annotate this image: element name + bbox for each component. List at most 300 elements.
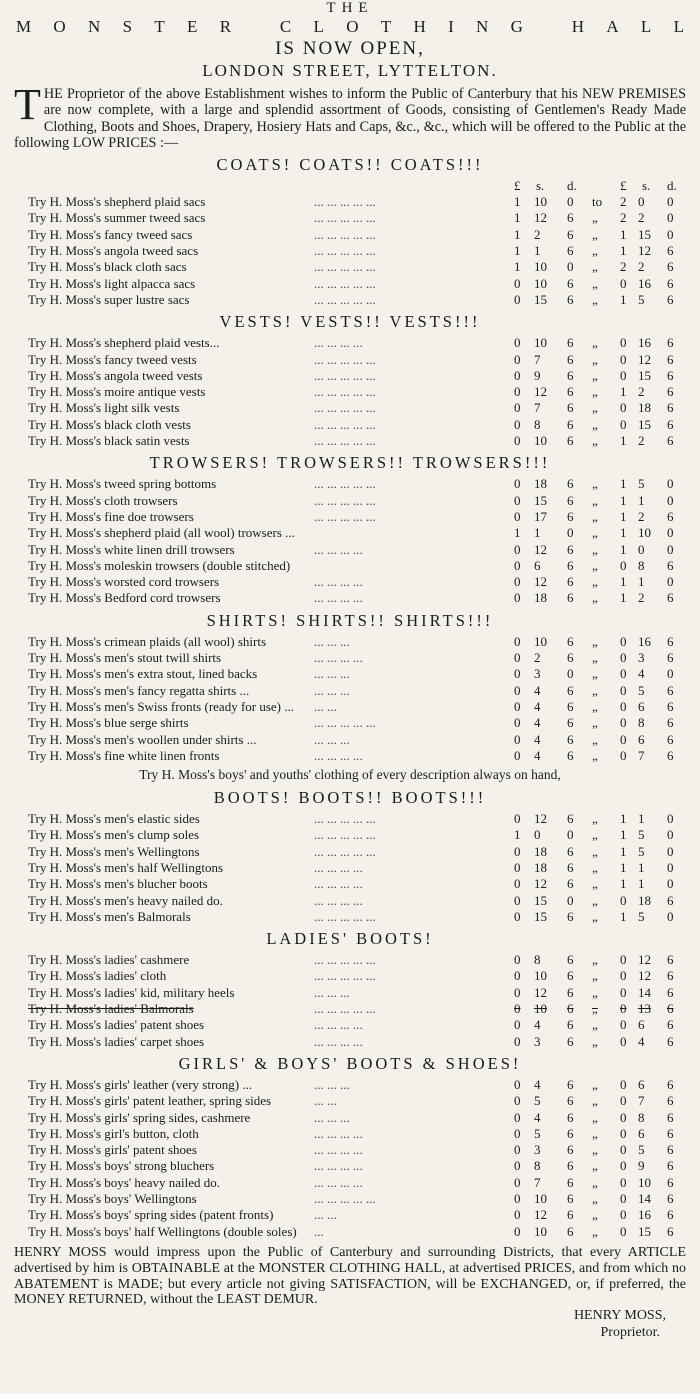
item-description: Try H. Moss's angola tweed sacs (28, 243, 199, 259)
leader-dots: ... ... ... (314, 633, 350, 649)
leader-dots: ... ... ... (314, 731, 350, 747)
price-to-pounds: 0 (620, 698, 627, 714)
price-row (14, 1001, 686, 1017)
price-to-pounds: 1 (620, 243, 627, 259)
price-separator: „ (592, 715, 598, 731)
price-separator: „ (592, 508, 598, 524)
leader-dots: ... ... ... ... (314, 892, 363, 908)
price-to-shillings: 14 (638, 1191, 651, 1207)
price-to-pounds: 0 (620, 892, 627, 908)
price-from-pence: 6 (567, 1109, 574, 1125)
price-from-shillings: 10 (534, 433, 547, 449)
item-description: Try H. Moss's men's heavy nailed do. (28, 892, 223, 908)
price-to-shillings: 10 (638, 1174, 651, 1190)
item-description: Try H. Moss's boys' heavy nailed do. (28, 1174, 220, 1190)
item-description: Try H. Moss's boys' half Wellingtons (double soles) (28, 1223, 297, 1239)
price-separator: to (592, 194, 603, 210)
item-description: Try H. Moss's ladies' patent shoes (28, 1017, 205, 1033)
price-to-shillings: 5 (638, 682, 645, 698)
price-to-shillings: 15 (638, 367, 651, 383)
price-to-shillings: 2 (638, 433, 645, 449)
price-from-pounds: 0 (514, 433, 521, 449)
price-to-shillings: 8 (638, 557, 645, 573)
price-to-pence: 6 (667, 984, 674, 1000)
price-to-pence: 0 (667, 476, 674, 492)
leader-dots: ... ... ... ... ... (314, 433, 376, 449)
price-from-pence: 0 (567, 666, 574, 682)
price-separator: „ (592, 574, 598, 590)
item-description: Try H. Moss's blue serge shirts (28, 715, 189, 731)
item-description: Try H. Moss's black satin vests (28, 433, 190, 449)
price-from-pence: 6 (567, 574, 574, 590)
price-to-pence: 6 (667, 892, 674, 908)
price-row (14, 893, 686, 909)
price-from-pence: 6 (567, 476, 574, 492)
price-from-pounds: 0 (514, 1001, 521, 1017)
price-from-pounds: 0 (514, 367, 521, 383)
price-from-shillings: 10 (534, 1001, 547, 1017)
price-to-pence: 6 (667, 508, 674, 524)
price-separator: „ (592, 1174, 598, 1190)
price-separator: „ (592, 590, 598, 606)
price-from-shillings: 3 (534, 1033, 541, 1049)
price-row (14, 194, 686, 210)
price-to-shillings: 4 (638, 666, 645, 682)
price-to-pence: 6 (667, 1223, 674, 1239)
leader-dots: ... ... ... ... ... (314, 827, 376, 843)
price-from-pence: 6 (567, 650, 574, 666)
price-from-pence: 6 (567, 843, 574, 859)
price-separator: „ (592, 367, 598, 383)
item-description: Try H. Moss's ladies' carpet shoes (28, 1033, 205, 1049)
price-to-shillings: 1 (638, 492, 645, 508)
price-to-shillings: 12 (638, 952, 651, 968)
price-from-pence: 6 (567, 367, 574, 383)
price-from-pence: 6 (567, 590, 574, 606)
price-to-pence: 6 (667, 1076, 674, 1092)
price-to-pounds: 0 (620, 1191, 627, 1207)
price-to-shillings: 15 (638, 1223, 651, 1239)
price-from-pounds: 0 (514, 666, 521, 682)
price-from-pence: 6 (567, 275, 574, 291)
item-description: Try H. Moss's boys' spring sides (patent fronts) (28, 1207, 274, 1223)
section-heading: COATS! COATS!! COATS!!! (216, 155, 484, 175)
price-to-pounds: 1 (620, 433, 627, 449)
leader-dots: ... ... ... (314, 666, 350, 682)
column-header: s. (642, 178, 651, 194)
price-row (14, 384, 686, 400)
price-row (14, 259, 686, 275)
column-header: £ (514, 178, 521, 194)
price-separator: „ (592, 492, 598, 508)
price-to-pounds: 1 (620, 574, 627, 590)
price-to-pence: 6 (667, 747, 674, 763)
price-from-shillings: 8 (534, 952, 541, 968)
price-section (14, 1053, 686, 1240)
title-letter: R (219, 17, 232, 36)
price-to-pounds: 0 (620, 1076, 627, 1092)
price-row (14, 352, 686, 368)
price-row (14, 909, 686, 925)
leader-dots: ... ... ... ... ... (314, 416, 376, 432)
leader-dots: ... ... ... ... ... (314, 843, 376, 859)
price-from-pence: 6 (567, 1033, 574, 1049)
price-from-pounds: 0 (514, 811, 521, 827)
leader-dots: ... ... ... ... (314, 541, 363, 557)
item-description: Try H. Moss's men's blucher boots (28, 876, 208, 892)
price-to-shillings: 0 (638, 541, 645, 557)
price-from-shillings: 12 (534, 574, 547, 590)
price-row (14, 748, 686, 764)
price-from-shillings: 10 (534, 633, 547, 649)
price-from-pounds: 0 (514, 1191, 521, 1207)
price-from-pence: 6 (567, 1125, 574, 1141)
price-to-pence: 6 (667, 275, 674, 291)
price-to-pounds: 0 (620, 1033, 627, 1049)
price-from-pounds: 0 (514, 698, 521, 714)
price-to-shillings: 13 (638, 1001, 651, 1017)
price-from-shillings: 12 (534, 384, 547, 400)
price-from-pence: 0 (567, 194, 574, 210)
price-from-pence: 6 (567, 400, 574, 416)
item-description: Try H. Moss's light silk vests (28, 400, 180, 416)
price-from-shillings: 4 (534, 698, 541, 714)
leader-dots: ... ... ... ... (314, 1174, 363, 1190)
price-separator: „ (592, 1191, 598, 1207)
section-heading: VESTS! VESTS!! VESTS!!! (219, 312, 481, 332)
price-from-pounds: 0 (514, 476, 521, 492)
price-to-pounds: 1 (620, 811, 627, 827)
price-to-pence: 0 (667, 525, 674, 541)
item-description: Try H. Moss's boys' Wellingtons (28, 1191, 197, 1207)
price-from-shillings: 15 (534, 291, 547, 307)
price-to-shillings: 1 (638, 811, 645, 827)
leader-dots: ... ... ... ... ... (314, 968, 376, 984)
leader-dots: ... ... ... ... (314, 747, 363, 763)
price-from-pence: 6 (567, 416, 574, 432)
item-description: Try H. Moss's men's extra stout, lined backs (28, 666, 258, 682)
item-description: Try H. Moss's shepherd plaid vests... (28, 335, 220, 351)
leader-dots: ... ... ... (314, 682, 350, 698)
price-to-pounds: 0 (620, 1158, 627, 1174)
price-from-pence: 0 (567, 827, 574, 843)
price-from-shillings: 4 (534, 731, 541, 747)
price-separator: „ (592, 827, 598, 843)
price-from-pounds: 0 (514, 650, 521, 666)
price-from-shillings: 5 (534, 1125, 541, 1141)
price-to-pence: 0 (667, 843, 674, 859)
item-description: Try H. Moss's ladies' cashmere (28, 952, 190, 968)
price-to-pounds: 0 (620, 367, 627, 383)
price-to-pence: 6 (667, 400, 674, 416)
price-from-shillings: 10 (534, 1191, 547, 1207)
price-separator: „ (592, 1207, 598, 1223)
item-description: Try H. Moss's boys' strong bluchers (28, 1158, 215, 1174)
item-description: Try H. Moss's worsted cord trowsers (28, 574, 220, 590)
price-to-shillings: 15 (638, 226, 651, 242)
price-to-shillings: 5 (638, 291, 645, 307)
price-from-pounds: 0 (514, 731, 521, 747)
price-from-shillings: 4 (534, 1076, 541, 1092)
price-to-pounds: 0 (620, 731, 627, 747)
price-to-shillings: 18 (638, 400, 651, 416)
price-from-shillings: 10 (534, 1223, 547, 1239)
price-from-shillings: 2 (534, 650, 541, 666)
price-to-pounds: 1 (620, 876, 627, 892)
price-from-pence: 6 (567, 335, 574, 351)
item-description: Try H. Moss's men's Balmorals (28, 908, 191, 924)
price-row (14, 210, 686, 226)
price-section (14, 452, 686, 606)
price-row (14, 509, 686, 525)
leader-dots: ... ... ... ... ... (314, 243, 376, 259)
price-to-pence: 6 (667, 1125, 674, 1141)
price-row (14, 1093, 686, 1109)
price-to-shillings: 18 (638, 892, 651, 908)
price-from-pounds: 0 (514, 1125, 521, 1141)
price-separator: „ (592, 259, 598, 275)
price-separator: „ (592, 525, 598, 541)
section-heading: LADIES' BOOTS! (266, 929, 434, 949)
price-to-shillings: 4 (638, 1033, 645, 1049)
price-from-shillings: 15 (534, 908, 547, 924)
price-to-pence: 6 (667, 650, 674, 666)
price-to-pence: 6 (667, 557, 674, 573)
price-from-pence: 6 (567, 351, 574, 367)
column-header: d. (567, 178, 577, 194)
price-separator: „ (592, 952, 598, 968)
price-from-pounds: 0 (514, 291, 521, 307)
price-from-shillings: 12 (534, 1207, 547, 1223)
price-from-pence: 6 (567, 1076, 574, 1092)
price-from-shillings: 10 (534, 194, 547, 210)
price-to-shillings: 8 (638, 1109, 645, 1125)
price-from-shillings: 10 (534, 259, 547, 275)
price-from-pounds: 0 (514, 1158, 521, 1174)
price-from-pounds: 1 (514, 194, 521, 210)
leader-dots: ... ... ... ... (314, 876, 363, 892)
price-separator: „ (592, 876, 598, 892)
price-from-pence: 6 (567, 859, 574, 875)
leader-dots: ... ... ... ... ... (314, 259, 376, 275)
price-to-pounds: 0 (620, 968, 627, 984)
column-header: d. (667, 178, 677, 194)
price-to-pounds: 0 (620, 1207, 627, 1223)
section-heading: GIRLS' & BOYS' BOOTS & SHOES! (178, 1053, 522, 1073)
price-to-pence: 6 (667, 259, 674, 275)
item-description: Try H. Moss's light alpacca sacs (28, 275, 196, 291)
price-row (14, 400, 686, 416)
price-to-pence: 6 (667, 384, 674, 400)
price-from-pence: 6 (567, 633, 574, 649)
price-to-pence: 0 (667, 859, 674, 875)
price-from-pounds: 0 (514, 984, 521, 1000)
price-to-pounds: 1 (620, 508, 627, 524)
price-to-pence: 0 (667, 226, 674, 242)
leader-dots: ... ... ... ... ... (314, 291, 376, 307)
price-from-pounds: 0 (514, 876, 521, 892)
price-row (14, 683, 686, 699)
item-description: Try H. Moss's ladies' cloth (28, 968, 167, 984)
price-from-shillings: 8 (534, 416, 541, 432)
price-to-pounds: 0 (620, 1125, 627, 1141)
price-to-pounds: 0 (620, 1001, 627, 1017)
leader-dots: ... ... ... ... (314, 574, 363, 590)
price-from-pounds: 0 (514, 1207, 521, 1223)
price-from-pence: 6 (567, 243, 574, 259)
price-to-pounds: 0 (620, 335, 627, 351)
price-to-pence: 0 (667, 876, 674, 892)
price-separator: „ (592, 1158, 598, 1174)
price-row (14, 811, 686, 827)
price-separator: „ (592, 243, 598, 259)
footer-text: HENRY MOSS would impress upon the Public of Canterbury and surrounding Districts, that every ARTICLE advertised by him is OBTAINABLE at the MONSTER CLOTHING HALL, at advertised PRICES, and from which no ABATEMENT is MADE; but every article not giving SATISFACTION, will be EXCHANGED, or, if preferred, the MONEY RETURNED, without the LEAST DEMUR. (14, 1244, 686, 1308)
price-to-pounds: 0 (620, 1174, 627, 1190)
section-note: Try H. Moss's boys' and youths' clothing of every description always on hand, (139, 767, 561, 783)
price-to-shillings: 7 (638, 747, 645, 763)
price-to-pence: 0 (667, 194, 674, 210)
price-to-pence: 6 (667, 698, 674, 714)
section-heading: SHIRTS! SHIRTS!! SHIRTS!!! (206, 610, 494, 630)
price-to-pence: 6 (667, 1191, 674, 1207)
leader-dots: ... ... ... ... ... (314, 476, 376, 492)
price-from-shillings: 2 (534, 226, 541, 242)
price-row (14, 952, 686, 968)
price-from-pounds: 0 (514, 859, 521, 875)
price-separator: „ (592, 476, 598, 492)
price-to-shillings: 5 (638, 476, 645, 492)
header-address: LONDON STREET, LYTTELTON. (202, 61, 498, 80)
price-to-pounds: 1 (620, 908, 627, 924)
price-from-pounds: 0 (514, 908, 521, 924)
price-row (14, 650, 686, 666)
leader-dots: ... ... ... ... ... (314, 508, 376, 524)
price-from-pounds: 1 (514, 210, 521, 226)
price-to-shillings: 6 (638, 698, 645, 714)
leader-dots: ... ... (314, 1093, 337, 1109)
title-letter: C (279, 17, 292, 36)
price-to-shillings: 0 (638, 194, 645, 210)
price-row (14, 699, 686, 715)
leader-dots: ... ... ... ... (314, 1142, 363, 1158)
price-from-pence: 6 (567, 433, 574, 449)
price-from-pence: 6 (567, 968, 574, 984)
item-description: Try H. Moss's black cloth vests (28, 416, 191, 432)
price-from-shillings: 4 (534, 747, 541, 763)
item-description: Try H. Moss's moire antique vests (28, 384, 206, 400)
price-separator: „ (592, 1001, 598, 1017)
price-to-pounds: 0 (620, 400, 627, 416)
price-from-shillings: 1 (534, 243, 541, 259)
leader-dots: ... ... ... ... (314, 335, 363, 351)
price-separator: „ (592, 416, 598, 432)
price-from-pence: 6 (567, 1191, 574, 1207)
price-to-pounds: 0 (620, 984, 627, 1000)
item-description: Try H. Moss's ladies' kid, military heels (28, 984, 235, 1000)
price-to-shillings: 12 (638, 351, 651, 367)
price-to-pence: 6 (667, 968, 674, 984)
price-row (14, 732, 686, 748)
price-row (14, 1191, 686, 1207)
price-to-pounds: 0 (620, 1017, 627, 1033)
leader-dots: ... ... ... (314, 984, 350, 1000)
price-to-pounds: 0 (620, 351, 627, 367)
price-from-pounds: 0 (514, 384, 521, 400)
title-letter: G (510, 17, 523, 36)
price-row (14, 1034, 686, 1050)
price-from-shillings: 15 (534, 492, 547, 508)
price-to-shillings: 2 (638, 384, 645, 400)
leader-dots: ... ... (314, 1207, 337, 1223)
leader-dots: ... ... ... ... ... (314, 275, 376, 291)
price-from-shillings: 17 (534, 508, 547, 524)
price-from-shillings: 3 (534, 666, 541, 682)
price-to-shillings: 16 (638, 633, 651, 649)
price-separator: „ (592, 682, 598, 698)
price-from-pounds: 0 (514, 1223, 521, 1239)
item-description: Try H. Moss's girls' spring sides, cashmere (28, 1109, 251, 1125)
price-to-pounds: 1 (620, 843, 627, 859)
price-row (14, 542, 686, 558)
price-from-pence: 6 (567, 508, 574, 524)
price-to-pence: 6 (667, 590, 674, 606)
price-from-pence: 6 (567, 876, 574, 892)
price-from-shillings: 12 (534, 811, 547, 827)
price-row (14, 493, 686, 509)
price-to-pounds: 2 (620, 194, 627, 210)
price-from-shillings: 10 (534, 275, 547, 291)
item-description: Try H. Moss's super lustre sacs (28, 291, 190, 307)
price-row (14, 433, 686, 449)
price-from-shillings: 7 (534, 400, 541, 416)
section-heading: TROWSERS! TROWSERS!! TROWSERS!!! (149, 453, 551, 473)
leader-dots: ... ... ... ... ... (314, 194, 376, 210)
price-to-pence: 6 (667, 367, 674, 383)
price-separator: „ (592, 400, 598, 416)
price-to-shillings: 1 (638, 574, 645, 590)
price-to-pounds: 0 (620, 1223, 627, 1239)
price-row (14, 590, 686, 606)
price-to-pence: 6 (667, 291, 674, 307)
price-to-pence: 6 (667, 335, 674, 351)
price-to-pence: 6 (667, 731, 674, 747)
price-row (14, 525, 686, 541)
price-section (14, 610, 686, 784)
price-from-shillings: 4 (534, 715, 541, 731)
price-from-shillings: 12 (534, 210, 547, 226)
price-separator: „ (592, 210, 598, 226)
price-separator: „ (592, 1076, 598, 1092)
title-letter: L (673, 17, 684, 36)
price-from-pounds: 0 (514, 843, 521, 859)
price-separator: „ (592, 1223, 598, 1239)
column-headers (14, 178, 686, 194)
price-to-shillings: 5 (638, 1142, 645, 1158)
price-from-shillings: 15 (534, 892, 547, 908)
price-from-pence: 6 (567, 210, 574, 226)
price-to-shillings: 8 (638, 715, 645, 731)
price-from-pounds: 0 (514, 400, 521, 416)
price-row (14, 292, 686, 308)
leader-dots: ... ... ... ... ... (314, 715, 376, 731)
price-to-shillings: 2 (638, 508, 645, 524)
title-letter: A (606, 17, 619, 36)
price-from-pounds: 0 (514, 1017, 521, 1033)
price-from-pounds: 1 (514, 259, 521, 275)
leader-dots: ... ... ... ... (314, 1033, 363, 1049)
price-to-pounds: 2 (620, 259, 627, 275)
price-to-pence: 6 (667, 1033, 674, 1049)
